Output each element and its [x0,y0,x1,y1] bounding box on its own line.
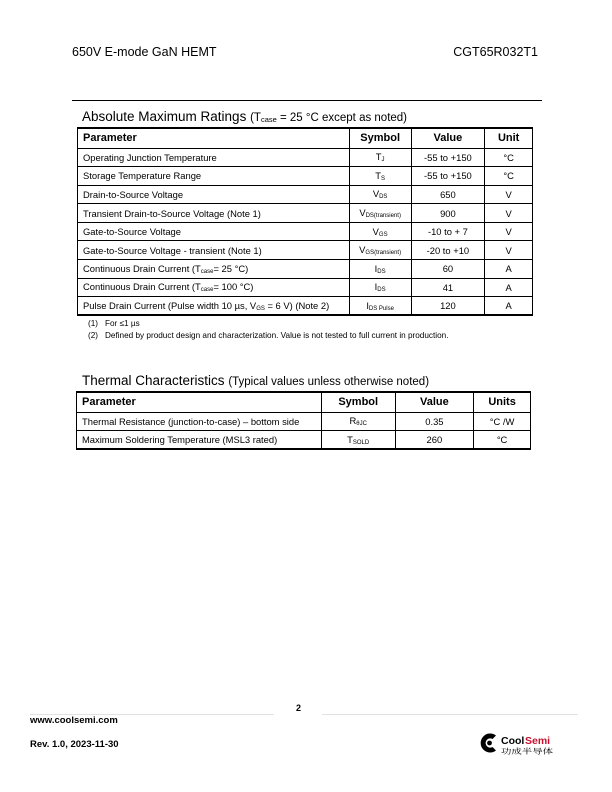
unit-cell: V [485,185,533,204]
svg-text:Cool: Cool [501,735,525,747]
param-cell: Continuous Drain Current ($T_{case}= 100$ °C) [78,278,350,297]
unit-cell: A [485,278,533,297]
param-cell: Operating Junction Temperature [78,148,350,167]
header-part-number: CGT65R032T1 [453,45,538,59]
table-row [78,185,533,204]
unit-cell: V [485,204,533,223]
header-divider [72,100,542,101]
value-cell: 260 [395,431,474,450]
param-cell: Continuous Drain Current ($T_{case}= 25$ °C) [78,260,350,279]
param-cell: Drain-to-Source Voltage [78,185,350,204]
symbol-cell: $R_{\theta JC}$ [321,412,395,431]
symbol-cell: $V_{GS(transient)}$ [349,241,411,260]
param-cell: Pulse Drain Current (Pulse width 10 µs, $V_{GS} = 6$ V) (Note 2) [78,297,350,316]
unit-cell: °C /W [474,412,531,431]
coolsemi-logo [478,729,560,757]
table-row [78,241,533,260]
value-cell: -10 to + 7 [411,222,485,241]
param-cell: Maximum Soldering Temperature (MSL3 rated) [77,431,322,450]
unit-cell: °C [485,167,533,186]
param-cell: Transient Drain-to-Source Voltage (Note 1) [78,204,350,223]
value-cell: 0.35 [395,412,474,431]
table-row [78,278,533,297]
param-cell: Thermal Resistance (junction-to-case) – bottom side [77,412,322,431]
symbol-cell: $T_S$ [349,167,411,186]
unit-cell: °C [474,431,531,450]
symbol-cell: $I_{DS Pulse}$ [349,297,411,316]
symbol-cell: $V_{GS}$ [349,222,411,241]
param-cell: Gate-to-Source Voltage [78,222,350,241]
svg-text:Semi: Semi [525,735,551,747]
logo-mark-icon [481,734,496,753]
table-row [77,431,531,450]
col-header-parameter: Parameter [78,128,350,148]
thermal-characteristics-table [76,391,531,450]
amr-title: Absolute Maximum Ratings [82,109,247,124]
thermal-title: Thermal Characteristics [82,373,225,388]
col-header-value: Value [411,128,485,148]
page-number: 2 [296,703,302,713]
value-cell: -20 to +10 [411,241,485,260]
value-cell: -55 to +150 [411,167,485,186]
unit-cell: V [485,222,533,241]
symbol-cell: $I_{DS}$ [349,278,411,297]
col-header-parameter: Parameter [77,392,322,412]
table-row [78,260,533,279]
svg-text:功成半导体: 功成半导体 [501,747,534,756]
footnote: (2) Defined by product design and characterization. Value is not tested to full current in production. [88,330,449,340]
amr-section-title [82,109,407,124]
thermal-title-note: (Typical values unless otherwise noted) [228,376,430,388]
col-header-units: Units [474,392,531,412]
amr-title-note: ($T_{case} = 25$ °C except as noted) [250,112,408,124]
table-row [78,204,533,223]
param-cell: Gate-to-Source Voltage - transient (Note 1) [78,241,350,260]
table-header-row [78,128,533,148]
unit-cell: A [485,260,533,279]
unit-cell: V [485,241,533,260]
symbol-cell: $V_{DS(transient)}$ [349,204,411,223]
footnote: (1) For ≤1 µs [88,319,140,328]
symbol-cell: $T_J$ [349,148,411,167]
col-header-unit: Unit [485,128,533,148]
unit-cell: A [485,297,533,316]
header-product-line: 650V E-mode GaN HEMT [72,45,217,59]
value-cell: 41 [411,278,485,297]
table-row [78,297,533,316]
footer-website: www.coolsemi.com [30,715,118,726]
absolute-max-ratings-table [77,127,533,316]
value-cell: 650 [411,185,485,204]
table-row [78,148,533,167]
unit-cell: °C [485,148,533,167]
col-header-value: Value [395,392,474,412]
col-header-symbol: Symbol [321,392,395,412]
value-cell: -55 to +150 [411,148,485,167]
symbol-cell: $I_{DS}$ [349,260,411,279]
value-cell: 60 [411,260,485,279]
value-cell: 120 [411,297,485,316]
param-cell: Storage Temperature Range [78,167,350,186]
value-cell: 900 [411,204,485,223]
table-row [77,412,531,431]
footer-revision: Rev. 1.0, 2023-11-30 [30,739,119,750]
footer-divider-right [322,714,578,715]
symbol-cell: $V_{DS}$ [349,185,411,204]
amr-footnotes [88,318,448,341]
table-row [78,167,533,186]
thermal-section-title [82,373,429,388]
col-header-symbol: Symbol [349,128,411,148]
symbol-cell: $T_{SOLD}$ [321,431,395,450]
table-header-row [77,392,531,412]
table-row [78,222,533,241]
